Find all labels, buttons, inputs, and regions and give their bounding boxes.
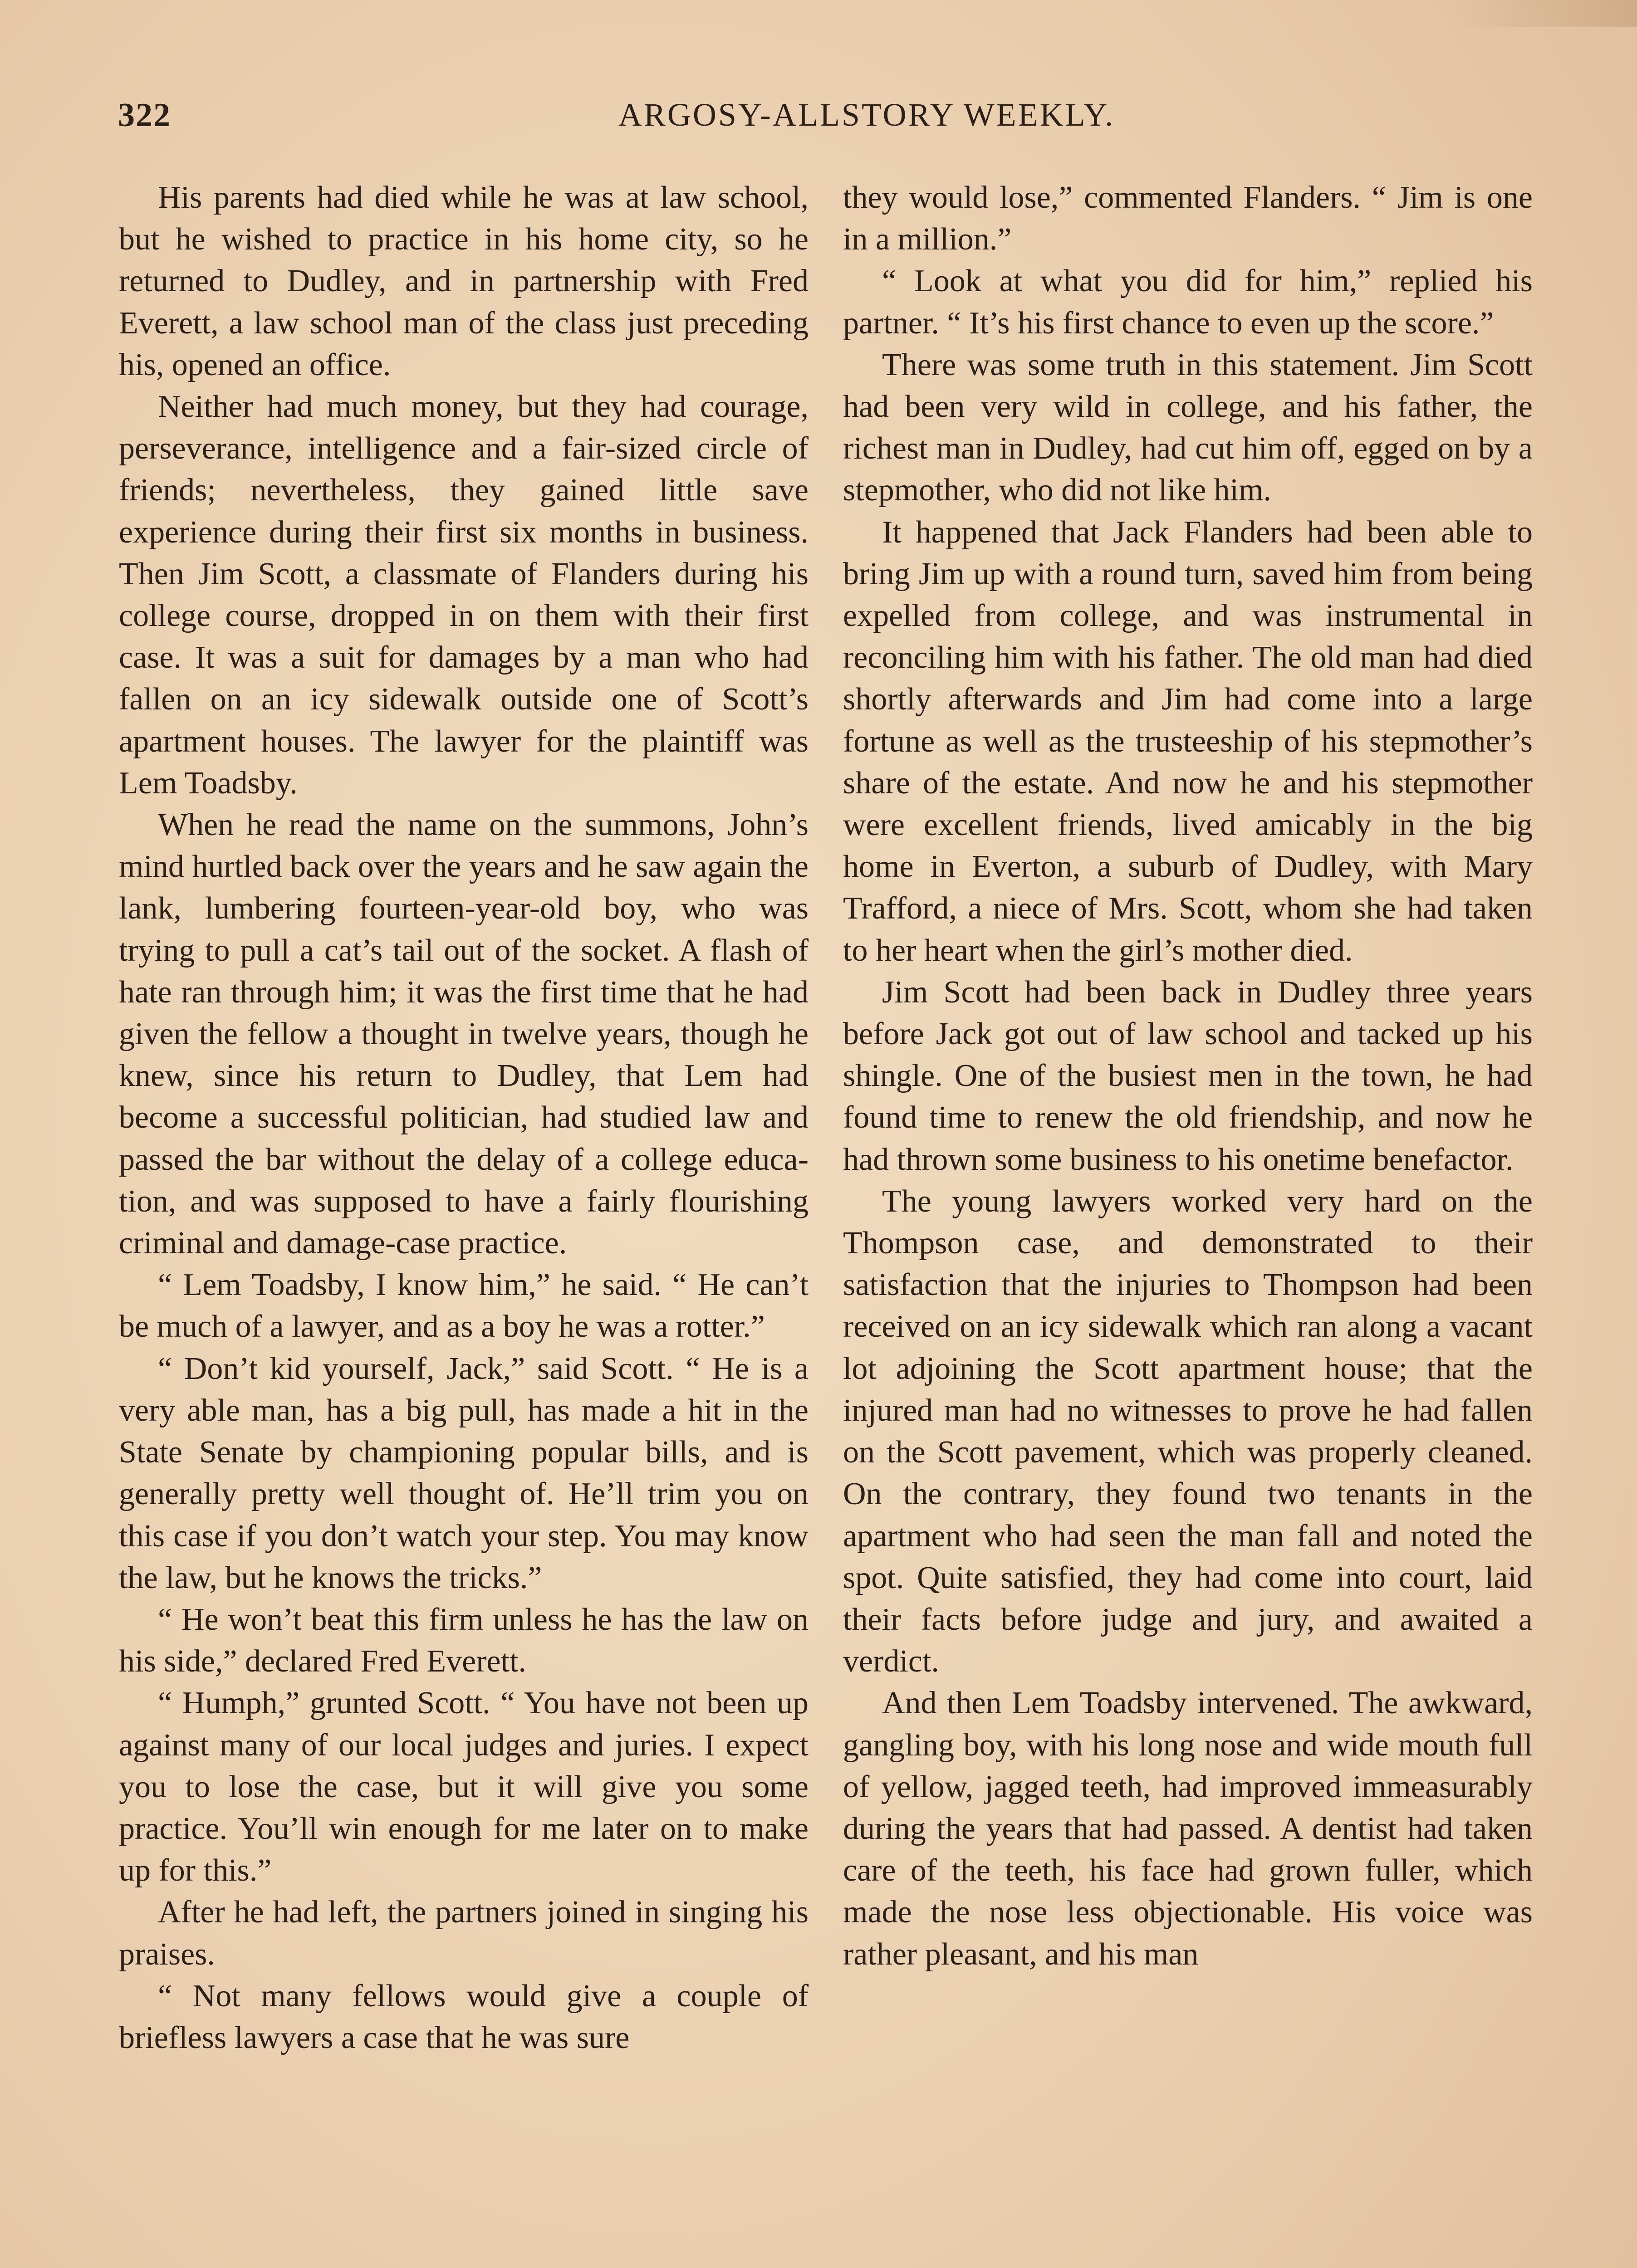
paragraph: It happened that Jack Flanders had been able to bring Jim up with a round turn, saved him from being expelled from college, and was instrumental in reconciling him with his father. The old man had died shortly afterwards and Jim had come into a large fortune as well as the trusteeship of his stepmother’s share of the estate. And now he and his stepmother were excellent friends, lived amicably in the big home in Everton, a suburb of Dudley, with Mary Trafford, a niece of Mrs. Scott, whom she had taken to her heart when the girl’s mother died.: [843, 514, 1533, 968]
paragraph: Jim Scott had been back in Dudley three years before Jack got out of law school and tacked up his shingle. One of the busiest men in the town, he had found time to renew the old friendship, and now he had thrown some business to his onetime benefactor.: [843, 974, 1533, 1177]
paragraph-continued: they would lose,” commented Flanders. “ Jim is one in a million.”: [843, 180, 1533, 257]
paragraph: Neither had much money, but they had courage, perseverance, intelligence and a fair-sized circle of friends; nevertheless, they gained little save experience during their first six months in business. Then Jim Scott, a classmate of Flanders during his college course, dropped in on them with their first case. It was a suit for damages by a man who had fallen on an icy sidewalk outside one of Scott’s apartment houses. The lawyer for the plaintiff was Lem Toadsby.: [119, 389, 809, 801]
paragraph: “ Lem Toadsby, I know him,” he said. “ He can’t be much of a lawyer, and as a boy he was a rotter.”: [119, 1267, 809, 1344]
left-column: [119, 177, 809, 2059]
paragraph: “ Humph,” grunted Scott. “ You have not been up against many of our local judges and juries. I expect you to lose the case, but it will give you some practice. You’ll win enough for me later on to make up for this.”: [119, 1686, 809, 1888]
page-header: [118, 96, 1534, 146]
paragraph: His parents had died while he was at law school, but he wished to practice in his home city, so he returned to Dudley, and in partnership with Fred Everett, a law school man of the class just preceding his, opened an office.: [119, 180, 809, 382]
paragraph: “ He won’t beat this firm unless he has the law on his side,” declared Fred Everett.: [119, 1602, 809, 1679]
running-head: ARGOSY-ALLSTORY WEEKLY.: [618, 97, 1115, 133]
paragraph: “ Look at what you did for him,” replied his partner. “ It’s his first chance to even up the score.”: [843, 264, 1533, 341]
page-corner-shade: [1446, 0, 1637, 27]
paragraph: “ Not many fellows would give a couple of briefless lawyers a case that he was sure: [119, 1978, 809, 2055]
paragraph: The young lawyers worked very hard on the Thompson case, and demonstrated to their satisfaction that the injuries to Thompson had been received on an icy sidewalk which ran along a vacant lot adjoining the Scott apartment house; that the injured man had no witnesses to prove he had fallen on the Scott pavement, which was properly cleaned. On the contrary, they found two tenants in the apartment who had seen the man fall and noted the spot. Quite satisfied, they had come into court, laid their facts before judge and jury, and awaited a verdict.: [843, 1183, 1533, 1679]
right-column: [843, 177, 1533, 1975]
paragraph: “ Don’t kid yourself, Jack,” said Scott. “ He is a very able man, has a big pull, has made a hit in the State Senate by championing popular bills, and is generally pretty well thought of. He’ll trim you on this case if you don’t watch your step. You may know the law, but he knows the tricks.”: [119, 1351, 809, 1595]
page-number: 322: [118, 97, 171, 134]
paragraph: When he read the name on the summons, John’s mind hurtled back over the years and he saw again the lank, lumbering fourteen-year-old boy, who was trying to pull a cat’s tail out of the socket. A flash of hate ran through him; it was the first time that he had given the fellow a thought in twelve years, though he knew, since his return to Dudley, that Lem had become a successful politician, had studied law and passed the bar without the delay of a college education, and was supposed to have a fairly flourishing criminal and damage-case practice.: [119, 807, 809, 1261]
paragraph: There was some truth in this statement. Jim Scott had been very wild in college, and his father, the richest man in Dudley, had cut him off, egged on by a stepmother, who did not like him.: [843, 347, 1533, 508]
paragraph: And then Lem Toadsby intervened. The awkward, gangling boy, with his long nose and wide mouth full of yellow, jagged teeth, had improved immeasurably during the years that had passed. A dentist had taken care of the teeth, his face had grown fuller, which made the nose less objectionable. His voice was rather pleasant, and his man: [843, 1686, 1533, 1972]
paragraph: After he had left, the partners joined in singing his praises.: [119, 1895, 809, 1972]
